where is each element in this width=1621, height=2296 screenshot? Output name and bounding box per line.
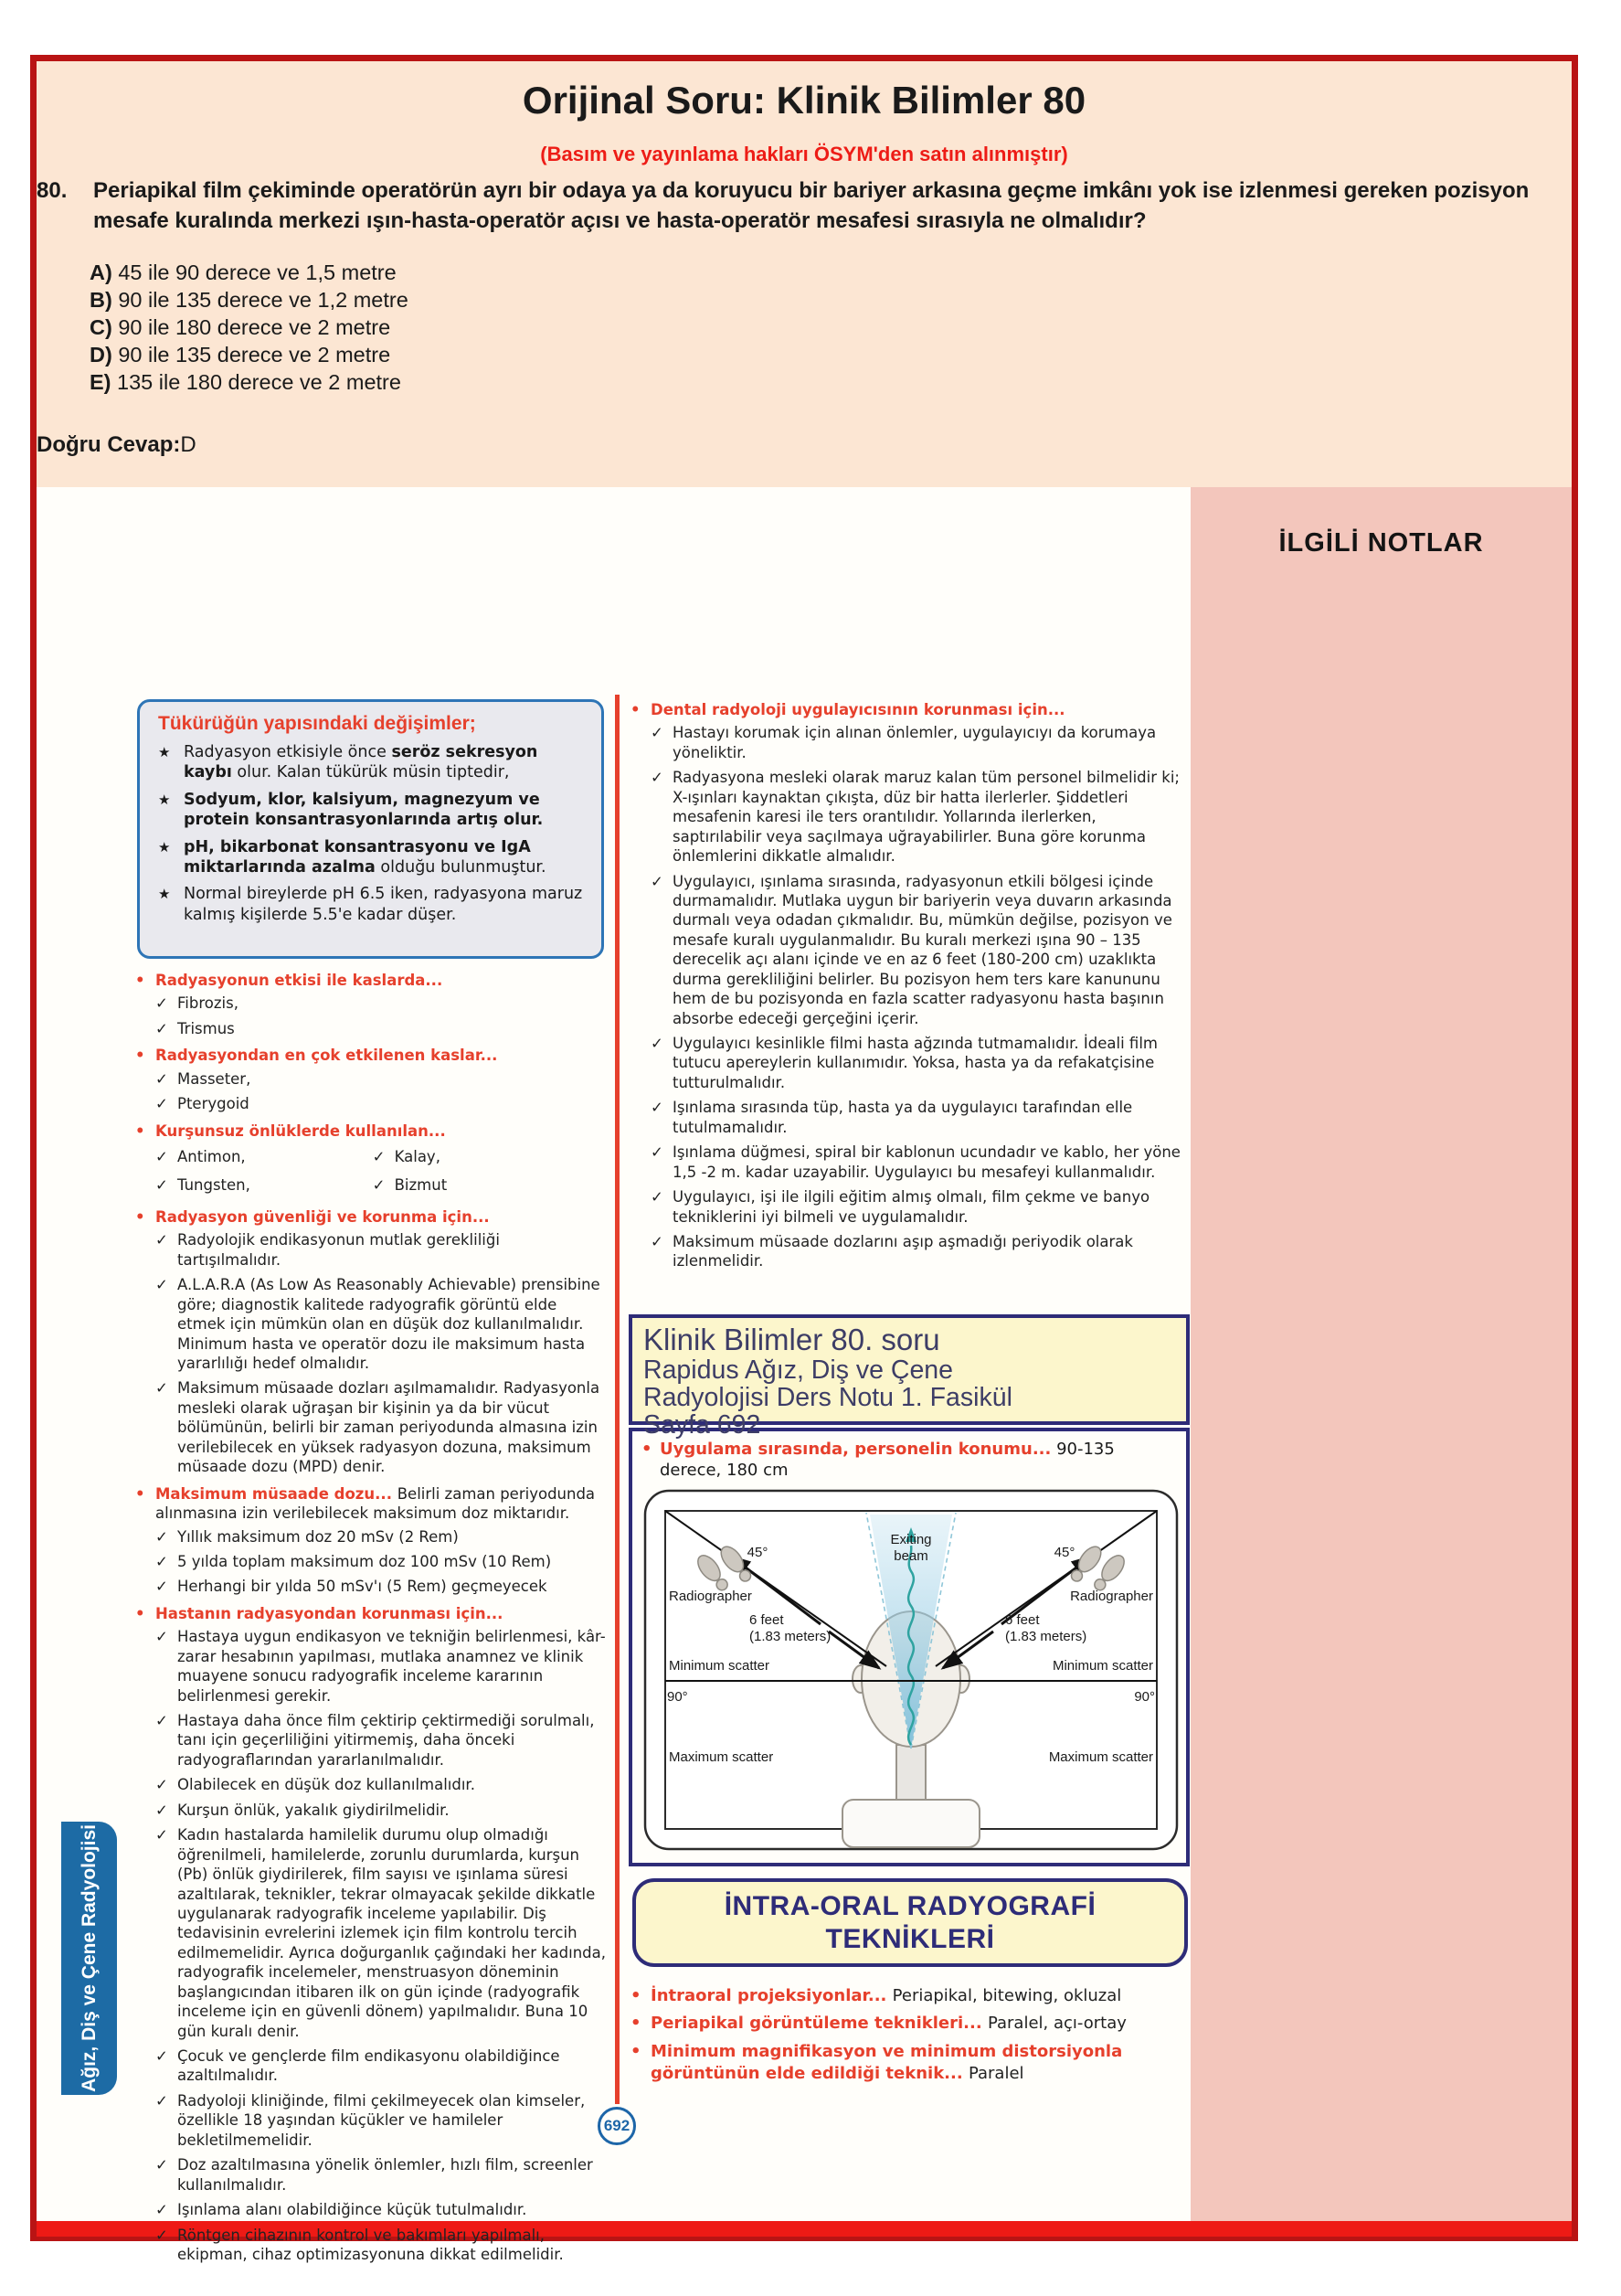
sidebar-tab-label: Ağız, Diş ve Çene Radyolojisi xyxy=(78,1824,100,2092)
check-icon: ✓ xyxy=(155,1069,168,1088)
check-item-text: 5 yılda toplam maksimum doz 100 mSv (10 Rem) xyxy=(177,1552,552,1570)
check-item-text: Kurşun önlük, yakalık giydirilmelidir. xyxy=(177,1801,450,1819)
bottom-bullet-text xyxy=(651,1985,1195,2007)
note-section xyxy=(135,1207,608,1477)
scatter-diagram xyxy=(641,1487,1179,1859)
check-item xyxy=(155,1825,608,2041)
check-item-text: Uygulayıcı, ışınlama sırasında, radyasyonun etkili bölgesi içinde durmamalıdır. Mutlaka uygun bir bariyerin veya duvarın arkasında durmalı veya odadan çıkmalıdır. Bu, mümkün değilse, pozisyon ve mesafe kuralı uygulanmalıdır. Bu kuralı merkezi ışına 90 – 135 derecelik açı alanı içinde ve en az 6 feet (180-200 cm) uzaklıkta durma gerekliliğini belirler. Bu pozisyon hem ters kare kanununu hem de bu pozisyonda en fazla scatter radyasyonu hasta başının absorbe edeceği gerçeğini içerir. xyxy=(673,872,1172,1027)
check-icon: ✓ xyxy=(155,1231,168,1249)
section-heading xyxy=(135,1207,608,1227)
label-min-scatter-right: Minimum scatter xyxy=(1052,1657,1153,1674)
text-segment: olur. Kalan tükürük müsin tiptedir, xyxy=(231,763,510,782)
check-item-text: Hastayı korumak için alınan önlemler, uygulayıcıyı da korumaya yöneliktir. xyxy=(673,724,1157,761)
check-item-text: Pterygoid xyxy=(177,1095,249,1113)
note-section xyxy=(135,1046,608,1113)
text-segment: Radyasyon etkisiyle önce xyxy=(184,743,392,761)
check-item-text: Işınlama sırasında tüp, hasta ya da uygulayıcı tarafından elle tutulmamalıdır. xyxy=(673,1099,1133,1136)
bottom-bullet-text xyxy=(651,2041,1195,2086)
star-item-text xyxy=(184,884,587,925)
section-heading-text: Kurşunsuz önlüklerde kullanılan... xyxy=(155,1121,446,1140)
reference-line: Sayfa 692 xyxy=(643,1410,761,1440)
option-text: 135 ile 180 derece ve 2 metre xyxy=(111,370,401,394)
intraoral-bullets xyxy=(630,1985,1195,2090)
check-icon: ✓ xyxy=(155,2226,168,2244)
check-icon: ✓ xyxy=(155,994,168,1013)
intraoral-title-box xyxy=(632,1878,1188,1967)
check-item-text: Işınlama düğmesi, spiral bir kablonun ucundadır ve kablo, her yöne 1,5 -2 m. kadar uzayabilir. Uygulayıcı bu mesafeyi kullanmalıdır. xyxy=(673,1143,1181,1181)
option-text: 90 ile 135 derece ve 2 metre xyxy=(111,343,391,367)
section-heading xyxy=(135,1484,608,1524)
check-item-text: Doz azaltılmasına yönelik önlemler, hızlı film, screenler kullanılmalıdır. xyxy=(177,2156,593,2194)
check-icon: ✓ xyxy=(155,2091,168,2110)
reference-box xyxy=(629,1314,1190,1440)
check-item xyxy=(155,1147,373,1166)
page-title: Orijinal Soru: Klinik Bilimler 80 xyxy=(522,79,1086,122)
check-item-text: Maksimum müsaade dozlarını aşıp aşmadığı periyodik olarak izlenmelidir. xyxy=(673,1232,1133,1270)
check-icon: ✓ xyxy=(155,1628,168,1646)
check-item xyxy=(155,2200,608,2219)
option-letter: D) xyxy=(90,343,112,367)
check-icon: ✓ xyxy=(651,872,663,890)
check-item xyxy=(651,872,1190,1029)
check-item xyxy=(155,2091,608,2150)
note-section xyxy=(135,1484,608,1597)
bullet-icon: • xyxy=(135,1207,145,1226)
check-icon: ✓ xyxy=(155,1527,168,1546)
check-item xyxy=(155,1275,608,1373)
bottom-bullet xyxy=(630,1985,1195,2007)
bottom-bullet-black: Paralel xyxy=(968,2063,1024,2083)
check-item xyxy=(155,1711,608,1770)
check-item xyxy=(373,1147,590,1166)
bullet-icon: • xyxy=(630,2041,641,2061)
label-radiographer-left: Radiographer xyxy=(669,1588,752,1604)
label-90-right: 90° xyxy=(1134,1688,1155,1705)
correct-answer-value: D xyxy=(180,432,196,457)
option-row xyxy=(90,259,408,286)
check-item-text: Tungsten, xyxy=(177,1175,250,1194)
star-item-text xyxy=(184,742,587,783)
section-heading xyxy=(135,1121,608,1141)
check-item xyxy=(155,1801,608,1820)
label-90-left: 90° xyxy=(667,1688,688,1705)
check-icon: ✓ xyxy=(651,724,663,742)
check-item-text: Radyoloji kliniğinde, filmi çekilmeyecek olan kimseler, özellikle 18 yaşından küçükler ve hamileler bekletilmemelidir. xyxy=(177,2091,586,2149)
option-row xyxy=(90,341,408,368)
check-item-text: Hastaya uygun endikasyon ve tekniğin belirlenmesi, kâr-zarar hesabının yapılması, mutlaka anamnez ve klinik muayene sonucu radyografik inceleme kararının belirlenmesi gerekir. xyxy=(177,1628,606,1705)
check-item-text: Maksimum müsaade dozları aşılmamalıdır. Radyasyonla mesleki olarak uğraşan bir kişinin ya da bir vücut bölümünün, belirli bir zaman periyodunda almasına izin verilebilecek en yüksek radyasyon dozuna, maksimum müsaade dozu (MPD) denir. xyxy=(177,1379,600,1476)
bottom-bullet-red: Minimum magnifikasyon ve minimum distorsiyonla görüntünün elde edildiği teknik... xyxy=(651,2041,1123,2083)
check-item xyxy=(155,1775,608,1794)
reference-line: Klinik Bilimler 80. soru xyxy=(643,1323,940,1356)
intraoral-title-line1: İNTRA-ORAL RADYOGRAFİ xyxy=(724,1890,1097,1921)
section-heading xyxy=(135,1604,608,1623)
star-item-text xyxy=(184,837,587,878)
star-icon: ★ xyxy=(158,838,171,856)
check-item-text: Bizmut xyxy=(394,1175,448,1194)
label-exiting-beam-1: Exiting xyxy=(890,1531,932,1547)
correct-answer-label: Doğru Cevap: xyxy=(37,432,181,457)
bottom-bullet-black: Paralel, açı-ortay xyxy=(987,2014,1127,2034)
check-item xyxy=(651,1143,1190,1182)
question-text: Periapikal film çekiminde operatörün ayrı bir odaya ya da koruyucu bir bariyer arkasına geçme imkânı yok ise izlenmesi gereken pozisyon mesafe kuralında merkezi ışın-hasta-operatör açısı ve hasta-operatör mesafesi sırasıyla ne olmalıdır? xyxy=(93,178,1530,233)
check-icon: ✓ xyxy=(155,1578,168,1596)
check-item-text: Fibrozis, xyxy=(177,994,238,1013)
check-icon: ✓ xyxy=(155,2201,168,2219)
check-item xyxy=(155,1577,608,1596)
check-item-text: Işınlama alanı olabildiğince küçük tutulmalıdır. xyxy=(177,2201,527,2219)
section-heading-text: Maksimum müsaade dozu... Belirli zaman periyodunda alınmasına izin verilebilecek maksimum doz miktarıdır. xyxy=(155,1484,596,1523)
option-letter: E) xyxy=(90,370,111,394)
check-icon: ✓ xyxy=(651,1035,663,1052)
check-item xyxy=(155,1069,608,1089)
option-row xyxy=(90,314,408,341)
option-row xyxy=(90,286,408,314)
section-heading-text: Dental radyoloji uygulayıcısının korunması için... xyxy=(651,701,1065,718)
application-heading-red: Uygulama sırasında, personelin konumu... xyxy=(660,1440,1052,1459)
right-notes-column xyxy=(630,700,1190,1318)
section-heading-text: Radyasyondan en çok etkilenen kaslar... xyxy=(155,1047,498,1065)
note-section xyxy=(135,1604,608,2265)
bullet-icon: • xyxy=(630,2014,641,2034)
check-item-text: Hastaya daha önce film çektirip çektirmediği sorulmalı, tanı için geçerliliğini yitirmemiş, daha önceki radyograflarından yararlanılmalıdır. xyxy=(177,1712,595,1769)
check-item xyxy=(651,1034,1190,1092)
check-item-text: Yıllık maksimum doz 20 mSv (2 Rem) xyxy=(177,1527,459,1546)
check-item xyxy=(155,1094,608,1113)
check-icon: ✓ xyxy=(651,1143,663,1162)
bullet-icon: • xyxy=(630,1986,641,2005)
check-item xyxy=(651,768,1190,866)
star-icon: ★ xyxy=(158,791,171,808)
star-icon: ★ xyxy=(158,886,171,903)
check-icon: ✓ xyxy=(651,769,663,787)
check-item-text: Antimon, xyxy=(177,1148,246,1166)
scatter-diagram-svg xyxy=(641,1487,1181,1855)
section-heading-text: Radyasyon güvenliği ve korunma için... xyxy=(155,1207,490,1226)
section-heading xyxy=(135,1046,608,1065)
check-icon: ✓ xyxy=(155,1776,168,1794)
check-icon: ✓ xyxy=(155,1175,168,1194)
check-icon: ✓ xyxy=(155,1095,168,1113)
section-heading-text: Hastanın radyasyondan korunması için... xyxy=(155,1604,503,1622)
text-segment: Normal bireylerde pH 6.5 iken, radyasyona maruz kalmış kişilerde 5.5'e kadar düşer. xyxy=(184,885,583,924)
check-item-text: Çocuk ve gençlerde film endikasyonu olabildiğince azaltılmalıdır. xyxy=(177,2047,560,2085)
check-item xyxy=(155,2046,608,2086)
label-max-scatter-left: Maximum scatter xyxy=(669,1749,774,1765)
check-icon: ✓ xyxy=(155,1148,168,1166)
check-icon: ✓ xyxy=(155,1826,168,1844)
bullet-icon: • xyxy=(641,1440,652,1459)
check-icon: ✓ xyxy=(155,1019,168,1037)
question-block xyxy=(37,175,1544,236)
text-segment: olduğu bulunmuştur. xyxy=(375,857,546,877)
check-icon: ✓ xyxy=(155,1379,168,1398)
check-icon: ✓ xyxy=(372,1175,386,1194)
check-item xyxy=(651,1187,1190,1227)
text-segment: Sodyum, klor, kalsiyum, magnezyum ve protein konsantrasyonlarında artış olur. xyxy=(184,790,544,830)
bottom-bullet-text xyxy=(651,2013,1195,2035)
check-item-text: Röntgen cihazının kontrol ve bakımları yapılmalı, ekipman, cihaz optimizasyonuna dikkat edilmelidir. xyxy=(177,2226,564,2263)
check-icon: ✓ xyxy=(155,1801,168,1819)
check-item xyxy=(155,2226,608,2265)
bullet-icon: • xyxy=(135,1047,145,1065)
reference-line: Radyolojisi Ders Notu 1. Fasikül xyxy=(643,1383,1012,1412)
option-letter: C) xyxy=(90,315,112,339)
check-item-text: Masseter, xyxy=(177,1069,251,1088)
check-icon: ✓ xyxy=(155,1712,168,1729)
bullet-icon: • xyxy=(135,1604,145,1622)
question-number: 80. xyxy=(37,178,68,203)
check-item-text: A.L.A.R.A (As Low As Reasonably Achievable) prensibine göre; diagnostik kalitede radyografik görüntü elde etmek için mümkün olan en düşük doz kullanılmalıdır. Minimum hasta ve operatör dozu ile maksimum hasta yararlılığı hedef olmalıdır. xyxy=(177,1276,600,1372)
check-item-text: Radyasyona mesleki olarak maruz kalan tüm personel bilmelidir ki; X-ışınları kaynaktan çıkışta, düz bir hatta ilerlerler. Şiddetleri mesafenin karesi ile ters orantılıdır. Yollarında ilerlerken, saptırılabilir veya saçılmaya uğrayabilirler. Buna göre korunma önlemlerini dikkatle almalıdır. xyxy=(673,769,1180,866)
saliva-box-bullets xyxy=(158,742,587,925)
check-item-text: Uygulayıcı kesinlikle filmi hasta ağzında tutmamalıdır. İdeali film tutucu apereylerin kullanımıdır. Yoksa, hasta ya da refakatçisine tutturulmalıdır. xyxy=(673,1035,1158,1091)
option-letter: A) xyxy=(90,260,112,284)
option-letter: B) xyxy=(90,288,112,312)
star-item-text xyxy=(184,790,587,831)
bottom-bullet-black: Periapikal, bitewing, okluzal xyxy=(892,1986,1122,2005)
check-item xyxy=(155,1230,608,1270)
related-notes-title: İLGİLİ NOTLAR xyxy=(1278,528,1484,558)
check-item-row xyxy=(155,1144,608,1172)
check-item xyxy=(155,1378,608,1476)
copyright-note: (Basım ve yayınlama hakları ÖSYM'den satın alınmıştır) xyxy=(540,143,1068,165)
note-section xyxy=(135,971,608,1038)
correct-answer xyxy=(37,432,196,458)
bullet-icon: • xyxy=(135,1484,145,1503)
star-item xyxy=(158,790,587,831)
check-item xyxy=(155,994,608,1013)
check-item xyxy=(651,723,1190,762)
check-item xyxy=(155,1527,608,1547)
label-min-scatter-left: Minimum scatter xyxy=(669,1657,770,1674)
check-item xyxy=(651,1232,1190,1271)
related-notes-panel xyxy=(1191,487,1572,2221)
bullet-icon: • xyxy=(135,1121,145,1140)
application-heading xyxy=(641,1439,1179,1482)
bottom-bullet xyxy=(630,2013,1195,2035)
label-feet-right-2: (1.83 meters) xyxy=(1005,1628,1087,1644)
section-heading xyxy=(630,700,1190,719)
saliva-box-title: Tükürüğün yapısındaki değişimler; xyxy=(158,713,476,734)
note-section xyxy=(135,1121,608,1200)
label-feet-left-2: (1.83 meters) xyxy=(749,1628,832,1644)
bullet-icon: • xyxy=(630,701,641,718)
bottom-bullet xyxy=(630,2041,1195,2086)
intraoral-title-line2: TEKNİKLERİ xyxy=(825,1923,995,1954)
bottom-bullet-red: Periapikal görüntüleme teknikleri... xyxy=(651,2014,988,2034)
bullet-icon: • xyxy=(135,972,145,989)
option-row xyxy=(90,368,408,396)
check-item xyxy=(155,1019,608,1038)
star-item xyxy=(158,742,587,783)
text-segment: seröz sekresyon kaybı xyxy=(184,743,538,782)
option-text: 90 ile 135 derece ve 1,2 metre xyxy=(111,288,408,312)
label-max-scatter-right: Maximum scatter xyxy=(1048,1749,1153,1765)
saliva-changes-box xyxy=(137,699,604,959)
label-exiting-beam-2: beam xyxy=(894,1547,928,1564)
check-item xyxy=(155,1175,373,1195)
check-item xyxy=(155,1627,608,1706)
application-heading-value: 90-135 derece, 180 cm xyxy=(660,1440,1115,1481)
star-icon: ★ xyxy=(158,744,171,760)
column-divider xyxy=(615,695,620,2104)
check-item xyxy=(651,1098,1190,1137)
star-item xyxy=(158,837,587,878)
text-segment: pH, bikarbonat konsantrasyonu ve IgA miktarlarında azalma xyxy=(184,837,531,877)
check-icon: ✓ xyxy=(651,1232,663,1250)
section-intro: Belirli zaman periyodunda alınmasına izin verilebilecek maksimum doz miktarıdır. xyxy=(155,1484,596,1523)
left-notes-column xyxy=(135,971,608,2263)
check-icon: ✓ xyxy=(155,1276,168,1294)
option-text: 45 ile 90 derece ve 1,5 metre xyxy=(111,260,397,284)
check-icon: ✓ xyxy=(651,1188,663,1206)
label-feet-right-1: 6 feet xyxy=(1005,1611,1040,1628)
bottom-bullet-red: İntraoral projeksiyonlar... xyxy=(651,1986,893,2005)
check-item xyxy=(155,1552,608,1571)
application-box xyxy=(629,1428,1190,1866)
check-icon: ✓ xyxy=(155,1552,168,1570)
check-item-row xyxy=(155,1173,608,1200)
option-text: 90 ile 180 derece ve 2 metre xyxy=(111,315,391,339)
check-item xyxy=(373,1175,590,1195)
check-item-text: Uygulayıcı, işi ile ilgili eğitim almış olmalı, film çekme ve banyo tekniklerini iyi bilmeli ve uygulamalıdır. xyxy=(673,1188,1150,1226)
page-number-badge: 692 xyxy=(598,2107,636,2145)
answer-options xyxy=(90,259,408,396)
check-icon: ✓ xyxy=(372,1148,386,1166)
label-radiographer-right: Radiographer xyxy=(1070,1588,1153,1604)
check-item-text: Olabilecek en düşük doz kullanılmalıdır. xyxy=(177,1776,475,1794)
check-icon: ✓ xyxy=(155,2156,168,2174)
check-item-text: Herhangi bir yılda 50 mSv'ı (5 Rem) geçmeyecek xyxy=(177,1578,547,1596)
check-item-text: Radyolojik endikasyonun mutlak gerekliliği tartışılmalıdır. xyxy=(177,1231,500,1269)
section-heading-text: Radyasyonun etkisi ile kaslarda... xyxy=(155,972,443,989)
note-section xyxy=(630,700,1190,1271)
label-feet-left-1: 6 feet xyxy=(749,1611,784,1628)
reference-line: Rapidus Ağız, Diş ve Çene xyxy=(643,1355,954,1385)
star-item xyxy=(158,884,587,925)
check-icon: ✓ xyxy=(155,2047,168,2065)
check-icon: ✓ xyxy=(651,1099,663,1117)
check-item-text: Kalay, xyxy=(394,1148,440,1166)
label-angle-right: 45° xyxy=(1054,1544,1075,1560)
check-item-text: Kadın hastalarda hamilelik durumu olup olmadığı öğrenilmeli, hamilelerde, zorunlu durumlarda, kurşun (Pb) önlük giydirilerek, film sayısı ve ışınlama süresi azaltılarak, teknikler, tekrar olmayacak şekilde dikkatle uygulanarak radyografik inceleme yapılabilir. Diş tedavisinin evrelerini izlemek için film kontrolu tercih edilmemelidir. Ayrıca doğurganlık çağındaki her kadında, radyografik incelemeler, menstruasyon döneminin başlangıcından itibaren ilk on gün içinde (radyografik inceleme için en güvenli dönem) yapılmalıdır. Buna 10 gün kuralı denir. xyxy=(177,1826,606,2040)
section-heading xyxy=(135,971,608,990)
label-angle-left: 45° xyxy=(747,1544,768,1560)
check-item-text: Trismus xyxy=(177,1019,235,1037)
sidebar-tab-chapter xyxy=(61,1822,117,2095)
check-item xyxy=(155,2155,608,2195)
